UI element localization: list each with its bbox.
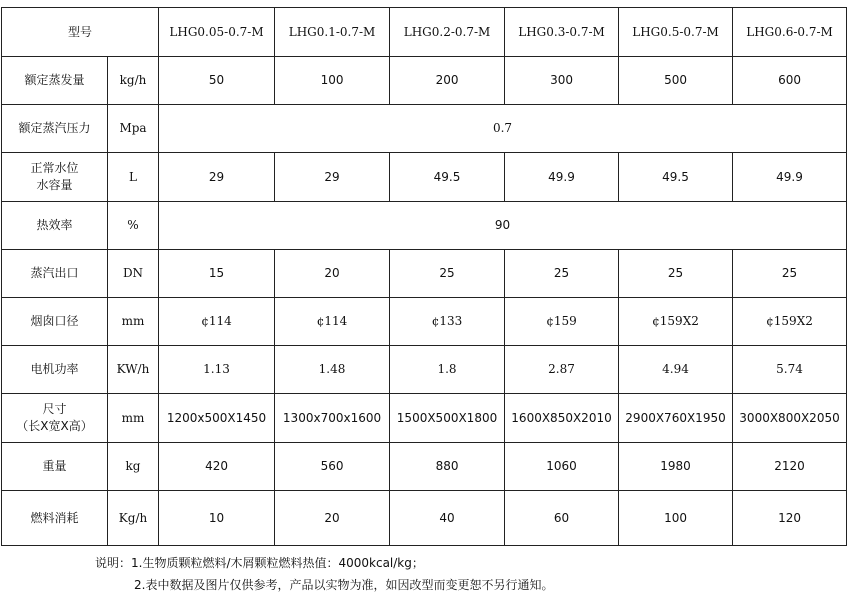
row-rated-pressure <box>2 105 847 153</box>
value-cell: 29 <box>275 153 390 202</box>
value-cell: 15 <box>159 250 275 298</box>
row-fuel-consumption <box>2 491 847 546</box>
row-unit: L <box>108 153 159 202</box>
note-line: 说明：1.生物质颗粒燃料/木屑颗粒燃料热值：4000kcal/kg； <box>95 556 424 570</box>
row-chimney-diameter <box>2 298 847 346</box>
row-label: 蒸汽出口 <box>2 250 108 298</box>
row-unit: mm <box>108 394 159 443</box>
model-cell: LHG0.6-0.7-M <box>733 8 847 57</box>
value-cell: 10 <box>159 491 275 546</box>
row-unit: Kg/h <box>108 491 159 546</box>
value-cell: 25 <box>505 250 619 298</box>
value-cell: 420 <box>159 443 275 491</box>
row-label-line: 正常水位 <box>30 161 79 175</box>
value-cell: 60 <box>505 491 619 546</box>
value-cell: 25 <box>619 250 733 298</box>
value-cell: 1980 <box>619 443 733 491</box>
value-cell: 3000X800X2050 <box>733 394 847 443</box>
value-cell: 25 <box>733 250 847 298</box>
value-cell: 1300x700x1600 <box>275 394 390 443</box>
value-cell: ¢114 <box>275 298 390 346</box>
value-cell: ¢159X2 <box>733 298 847 346</box>
row-label-line: 水容量 <box>36 178 73 192</box>
row-weight <box>2 443 847 491</box>
row-water-capacity <box>2 153 847 202</box>
value-cell: 560 <box>275 443 390 491</box>
model-cell: LHG0.2-0.7-M <box>390 8 505 57</box>
row-unit: Mpa <box>108 105 159 153</box>
row-unit: DN <box>108 250 159 298</box>
row-label-line: （长X宽X高） <box>16 419 93 433</box>
value-cell: 1060 <box>505 443 619 491</box>
value-cell: 49.5 <box>390 153 505 202</box>
row-rated-evaporation <box>2 57 847 105</box>
value-cell: 600 <box>733 57 847 105</box>
model-cell: LHG0.1-0.7-M <box>275 8 390 57</box>
value-cell: 4.94 <box>619 346 733 394</box>
row-label: 燃料消耗 <box>2 491 108 546</box>
header-row <box>2 8 847 57</box>
value-cell: 1.8 <box>390 346 505 394</box>
value-cell: 29 <box>159 153 275 202</box>
row-label: 重量 <box>2 443 108 491</box>
value-cell: 300 <box>505 57 619 105</box>
note-line: 2.表中数据及图片仅供参考，产品以实物为准，如因改型而变更恕不另行通知。 <box>134 578 554 592</box>
notes <box>95 552 553 596</box>
value-cell: 49.5 <box>619 153 733 202</box>
row-unit: % <box>108 202 159 250</box>
merged-value-cell: 90 <box>159 202 847 250</box>
value-cell: 20 <box>275 491 390 546</box>
row-unit: mm <box>108 298 159 346</box>
value-cell: 2120 <box>733 443 847 491</box>
value-cell: ¢159X2 <box>619 298 733 346</box>
value-cell: 2.87 <box>505 346 619 394</box>
value-cell: ¢159 <box>505 298 619 346</box>
value-cell: 1.48 <box>275 346 390 394</box>
row-label: 额定蒸汽压力 <box>2 105 108 153</box>
value-cell: 1200x500X1450 <box>159 394 275 443</box>
value-cell: 1.13 <box>159 346 275 394</box>
value-cell: 20 <box>275 250 390 298</box>
row-label: 热效率 <box>2 202 108 250</box>
spec-table <box>1 7 847 546</box>
value-cell: 120 <box>733 491 847 546</box>
value-cell: 100 <box>275 57 390 105</box>
row-dimensions <box>2 394 847 443</box>
row-label <box>2 153 108 202</box>
model-cell: LHG0.5-0.7-M <box>619 8 733 57</box>
value-cell: 1500X500X1800 <box>390 394 505 443</box>
value-cell: 5.74 <box>733 346 847 394</box>
row-label <box>2 394 108 443</box>
row-label: 额定蒸发量 <box>2 57 108 105</box>
value-cell: 880 <box>390 443 505 491</box>
model-cell: LHG0.3-0.7-M <box>505 8 619 57</box>
row-unit: kg/h <box>108 57 159 105</box>
value-cell: 50 <box>159 57 275 105</box>
row-label-line: 尺寸 <box>42 402 67 416</box>
value-cell: 500 <box>619 57 733 105</box>
row-steam-outlet <box>2 250 847 298</box>
row-motor-power <box>2 346 847 394</box>
value-cell: 49.9 <box>505 153 619 202</box>
value-cell: ¢114 <box>159 298 275 346</box>
model-cell: LHG0.05-0.7-M <box>159 8 275 57</box>
row-unit: kg <box>108 443 159 491</box>
row-label: 电机功率 <box>2 346 108 394</box>
value-cell: 2900X760X1950 <box>619 394 733 443</box>
model-header-label: 型号 <box>2 8 159 57</box>
value-cell: 200 <box>390 57 505 105</box>
value-cell: 1600X850X2010 <box>505 394 619 443</box>
row-unit: KW/h <box>108 346 159 394</box>
value-cell: 25 <box>390 250 505 298</box>
value-cell: ¢133 <box>390 298 505 346</box>
row-thermal-efficiency <box>2 202 847 250</box>
merged-value-cell: 0.7 <box>159 105 847 153</box>
value-cell: 49.9 <box>733 153 847 202</box>
value-cell: 100 <box>619 491 733 546</box>
row-label: 烟囱口径 <box>2 298 108 346</box>
value-cell: 40 <box>390 491 505 546</box>
